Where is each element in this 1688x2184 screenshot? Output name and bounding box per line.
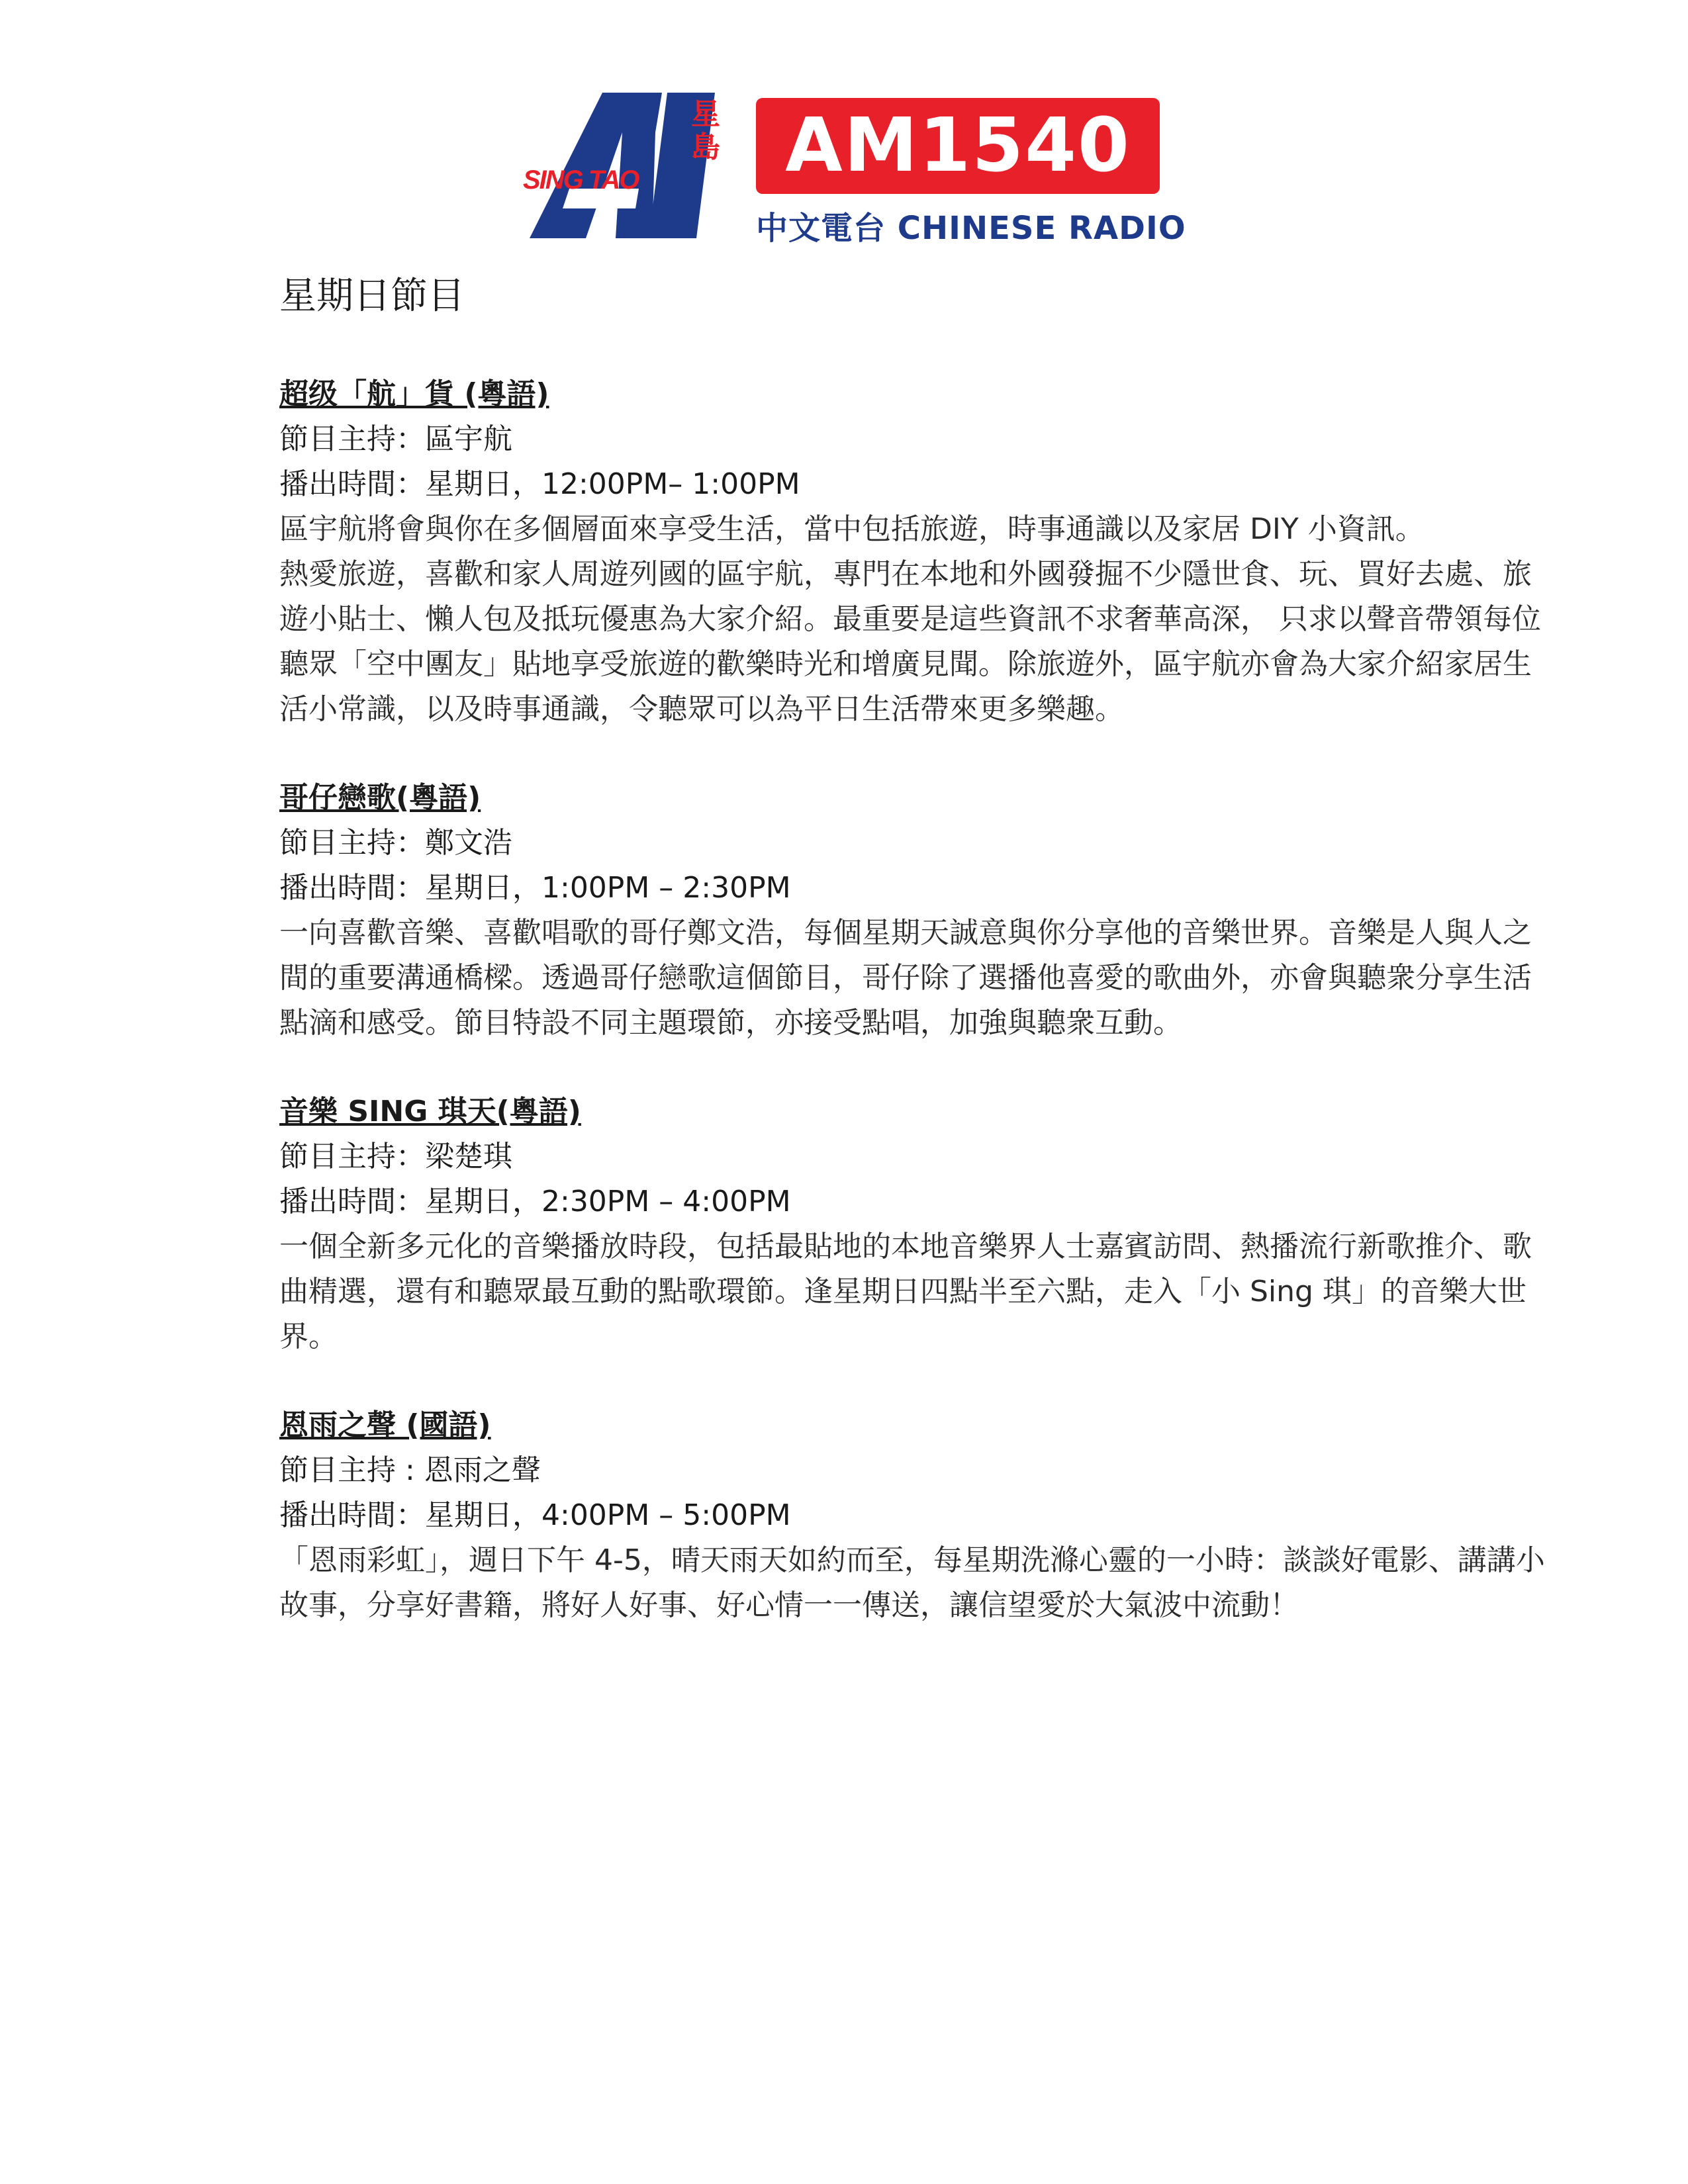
page-title: 星期日節目 [279,275,465,318]
program-host: 節目主持：區宇航 [279,422,512,456]
station-subtitle: 中文電台 CHINESE RADIO [756,210,1186,247]
program-description: 「恩雨彩虹」，週日下午 4-5，晴天雨天如約而至，每星期洗滌心靈的一小時：談談好電影、講講小故事，分享好書籍，將好人好事、好心情一一傳送，讓信望愛於大氣波中流動！ [279,1543,1545,1622]
program-description: 區宇航將會與你在多個層面來享受生活，當中包括旅遊，時事通識以及家居 DIY 小資訊。 [279,512,1425,546]
program-airtime: 播出時間：星期日，4:00PM – 5:00PM [279,1498,791,1532]
station-badge [756,98,1160,194]
program-description: 一個全新多元化的音樂播放時段，包括最貼地的本地音樂界人士嘉賓訪問、熱播流行新歌推介、歌曲精選，還有和聽眾最互動的點歌環節。逢星期日四點半至六點，走入「小 Sing 琪」的音樂大世界。 [279,1230,1532,1353]
program-host: 節目主持 : 恩雨之聲 [279,1453,541,1487]
program-host: 節目主持：鄭文浩 [279,826,512,860]
program-title: 哥仔戀歌(粵語) [279,781,481,815]
schedule-document [279,270,1550,1672]
brand-en-text: SING TAO [523,165,639,195]
program-description: 熱愛旅遊，喜歡和家人周遊列國的區宇航，專門在本地和外國發掘不少隱世食、玩、買好去處、旅遊小貼士、懶人包及抵玩優惠為大家介紹。最重要是這些資訊不求奢華高深， 只求以聲音帶領每位聽眾「空中團友」貼地享受旅遊的歡樂時光和增廣見聞。除旅遊外，區宇航亦會為大家介紹家居生活小常識，以及時事通識，令聽眾可以為平日生活帶來更多樂趣。 [279,557,1541,726]
program-title: 音樂 SING 琪天(粵語) [279,1095,581,1128]
brand-zh-text: 星島 [691,97,720,164]
program-description: 一向喜歡音樂、喜歡唱歌的哥仔鄭文浩，每個星期天誠意與你分享他的音樂世界。音樂是人與人之間的重要溝通橋樑。透過哥仔戀歌這個節目，哥仔除了選播他喜愛的歌曲外，亦會與聽衆分享生活點滴和感受。節目特設不同主題環節，亦接受點唱，加強與聽衆互動。 [279,916,1532,1040]
program-airtime: 播出時間：星期日，12:00PM– 1:00PM [279,467,800,501]
program-section [279,1089,1550,1359]
program-airtime: 播出時間：星期日，2:30PM – 4:00PM [279,1185,791,1218]
program-section [279,372,1550,732]
station-logo [523,93,1186,247]
program-title: 恩雨之聲 (國語) [279,1408,491,1442]
program-airtime: 播出時間：星期日，1:00PM – 2:30PM [279,871,791,905]
program-section [279,1403,1550,1628]
program-host: 節目主持：梁楚琪 [279,1140,512,1173]
program-title: 超级「航」貨 (粵語) [279,377,549,411]
station-frequency: AM1540 [785,103,1131,189]
program-section [279,776,1550,1046]
